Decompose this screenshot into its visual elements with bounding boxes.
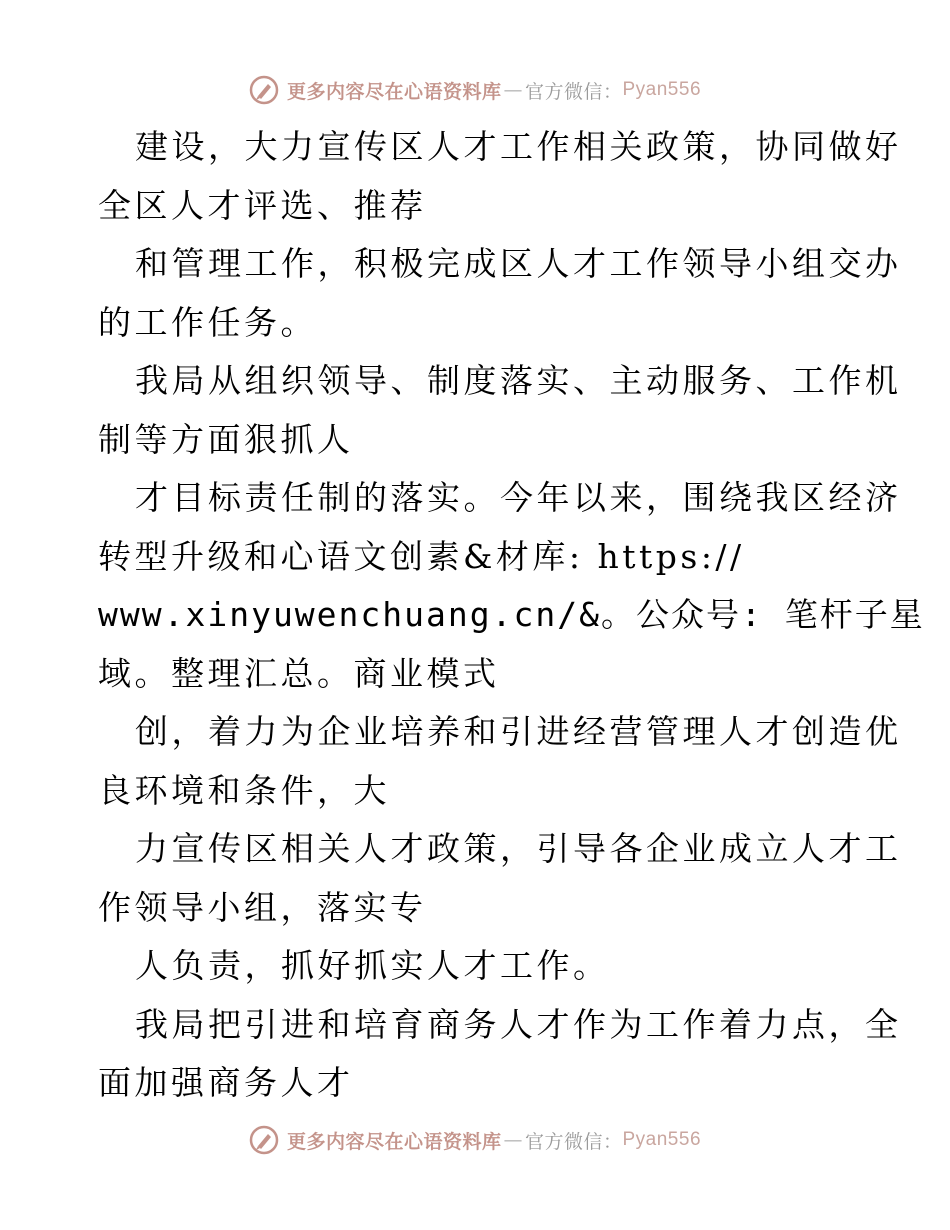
- watermark-dash: —: [503, 1129, 523, 1151]
- text-line: 创，着力为企业培养和引进经营管理人才创造优: [135, 712, 902, 751]
- header-watermark: [0, 70, 950, 110]
- text-line: 建设，大力宣传区人才工作相关政策，协同做好: [135, 127, 902, 166]
- text-line: 良环境和条件，大: [98, 770, 390, 810]
- text-line: 域。整理汇总。商业模式: [98, 653, 500, 693]
- text-line: 作领导小组，落实专: [98, 887, 427, 927]
- text-line: 力宣传区相关人才政策，引导各企业成立人才工: [135, 829, 902, 868]
- text-line: 我局从组织领导、制度落实、主动服务、工作机: [135, 361, 902, 400]
- watermark-main-text: 更多内容尽在心语资料库: [286, 80, 502, 103]
- text-line: 制等方面狠抓人: [98, 419, 354, 459]
- pen-logo-icon: [249, 1125, 279, 1155]
- text-line: www.xinyuwenchuang.cn/&。公众号: 笔杆子星: [98, 595, 925, 634]
- text-line: 全区人才评选、推荐: [98, 185, 427, 225]
- text-line: 面加强商务人才: [98, 1063, 354, 1102]
- text-line: 人负责，抓好抓实人才工作。: [135, 946, 610, 985]
- watermark-main-text: 更多内容尽在心语资料库: [286, 1130, 502, 1153]
- text-line: 转型升级和心语文创素&材库: https://: [98, 536, 745, 576]
- watermark-wechat-label: 官方微信：: [524, 1130, 623, 1153]
- text-line: 才目标责任制的落实。今年以来，围绕我区经济: [135, 478, 902, 517]
- text-line: 和管理工作，积极完成区人才工作领导小组交办: [135, 244, 902, 283]
- pen-logo-icon: [249, 75, 279, 105]
- watermark-wechat-id: Pyan556: [622, 79, 702, 100]
- footer-watermark: [0, 1120, 950, 1160]
- text-line: 的工作任务。: [98, 302, 317, 342]
- text-line: 我局把引进和培育商务人才作为工作着力点，全: [135, 1004, 902, 1044]
- watermark-dash: —: [503, 79, 523, 101]
- watermark-wechat-id: Pyan556: [622, 1129, 702, 1150]
- document-body: [98, 118, 925, 1113]
- watermark-wechat-label: 官方微信：: [524, 80, 623, 103]
